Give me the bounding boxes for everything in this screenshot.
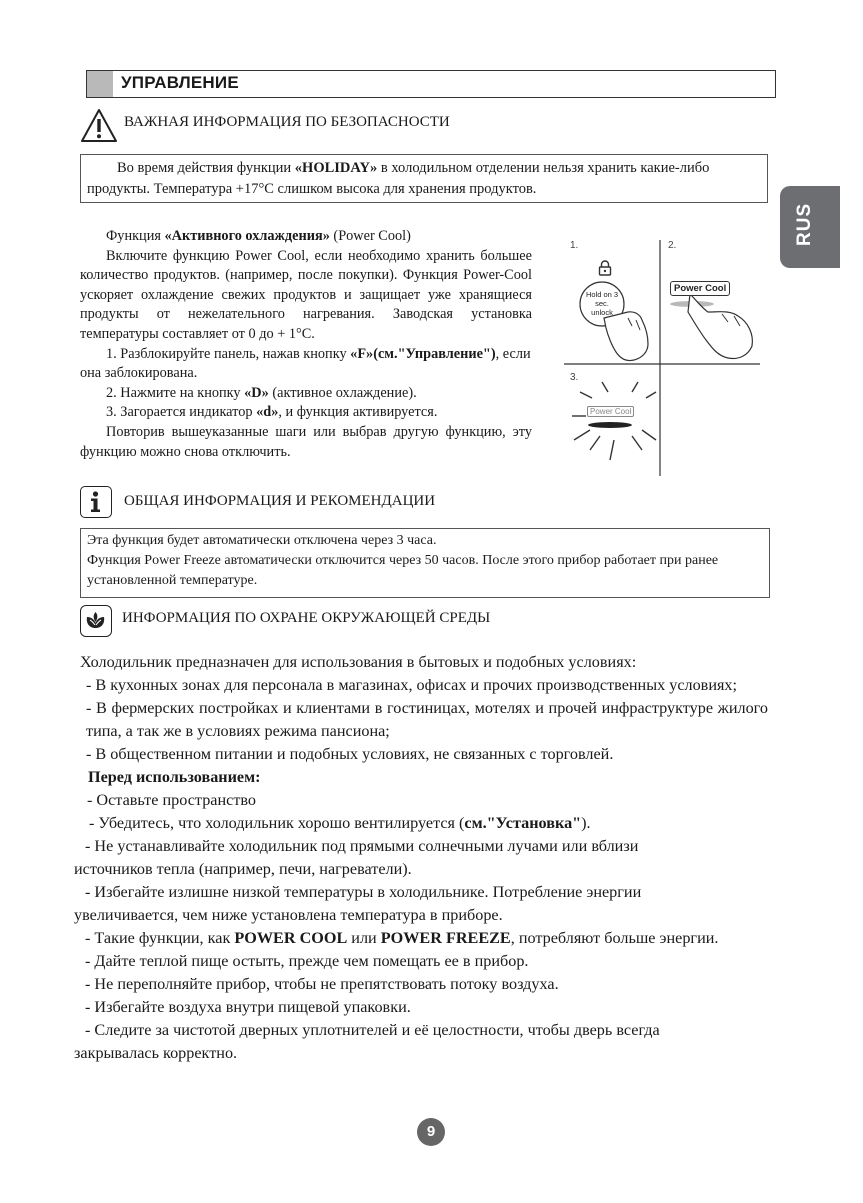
holiday-term: «HOLIDAY» (294, 160, 378, 176)
before-use-8: - Избегайте воздуха внутри пищевой упаковки. (85, 998, 411, 1016)
environment-body (74, 651, 768, 1065)
before-use-5-suffix: , потребляют больше энергии. (510, 929, 719, 947)
power-freeze-term: POWER FREEZE (380, 929, 511, 947)
illustration-label-1: 1. (570, 240, 579, 251)
step1-key: «F»(см."Управление") (350, 345, 496, 362)
step3-prefix: 3. Загорается индикатор (106, 404, 257, 421)
warning-icon (80, 108, 118, 149)
step1-suffix: , если она заблокирована. (80, 345, 531, 382)
language-tab (780, 186, 840, 268)
general-line-1: Эта функция будет автоматически отключена через 3 часа. (87, 533, 437, 548)
eco-icon (80, 605, 112, 637)
step3-suffix: , и функция активируется. (278, 404, 438, 421)
before-use-1: - Оставьте пространство (87, 791, 257, 809)
power-cool-button: Power Cool (670, 281, 730, 296)
power-cool-section (80, 227, 532, 462)
illustration-label-2: 2. (668, 240, 677, 251)
general-line-2: Функция Power Freeze автоматически отключится через 50 часов. После этого прибор работает при ранее установленной температуре. (87, 553, 719, 588)
step2-key: «D» (244, 384, 269, 401)
before-use-6: - Дайте теплой пище остыть, прежде чем помещать ее в прибор. (85, 952, 529, 970)
environment-item-1: - В кухонных зонах для персонала в магазинах, офисах и прочих производственных условиях; (86, 676, 738, 694)
power-cool-title-prefix: Функция (106, 228, 165, 244)
general-note (80, 528, 770, 598)
environment-heading: ИНФОРМАЦИЯ ПО ОХРАНЕ ОКРУЖАЮЩЕЙ СРЕДЫ (122, 610, 491, 626)
environment-item-3: - В общественном питании и подобных условиях, не связанных с торговлей. (86, 745, 614, 763)
step3-indicator: «d» (256, 404, 279, 421)
before-use-9: - Следите за чистотой дверных уплотнителей и её целостности, чтобы дверь всегда закрывалась корректно. (74, 1021, 660, 1062)
environment-intro: Холодильник предназначен для использования в бытовых и подобных условиях: (80, 653, 637, 671)
safety-heading: ВАЖНАЯ ИНФОРМАЦИЯ ПО БЕЗОПАСНОСТИ (124, 114, 450, 130)
before-use-5-prefix: - Такие функции, как (85, 929, 235, 947)
safety-note (80, 154, 768, 203)
section-title: УПРАВЛЕНИЕ (121, 73, 239, 92)
environment-item-2: - В фермерских постройках и клиентами в гостиницах, мотелях и прочей инфраструктуре жилого типа, а так же в условиях режима пансиона; (86, 699, 768, 740)
step2-suffix: (активное охлаждение). (268, 384, 417, 401)
power-cool-title: «Активного охлаждения» (164, 228, 330, 244)
before-use-4: - Избегайте излишне низкой температуры в холодильнике. Потребление энергии увеличивается, чем ниже установлена температура в приборе. (74, 883, 642, 924)
power-cool-title-suffix: (Power Cool) (329, 228, 411, 244)
safety-note-suffix: в холодильном отделении нельзя хранить какие-либо продукты. Температура +17°C слишком высока для хранения продуктов. (87, 160, 710, 197)
step1-prefix: 1. Разблокируйте панель, нажав кнопку (106, 345, 351, 362)
before-use-3: - Не устанавливайте холодильник под прямыми солнечными лучами или вблизи источников тепла (например, печи, нагреватели). (74, 837, 639, 878)
power-cool-repeat: Повторив вышеуказанные шаги или выбрав другую функцию, эту функцию можно снова отключить. (80, 423, 532, 460)
safety-note-prefix: Во время действия функции (117, 160, 295, 176)
installation-reference: см."Установка" (464, 814, 582, 832)
power-cool-description: Включите функцию Power Cool, если необходимо хранить большее количество продуктов. (например, после покупки). Функция Power-Cool ускоряет охлаждение свежих продуктов и защищает уже хранящиеся продукты от нежелательного нагревания. Заводская установка температуры составляет от 0 до + 1°C. (80, 247, 532, 342)
illustration-label-3: 3. (570, 372, 579, 383)
before-use-heading: Перед использованием: (88, 768, 261, 786)
before-use-2-suffix: ). (581, 814, 591, 832)
section-header (86, 70, 776, 98)
section-header-marker (87, 71, 113, 97)
lock-icon (598, 260, 612, 281)
general-heading: ОБЩАЯ ИНФОРМАЦИЯ И РЕКОМЕНДАЦИИ (124, 493, 436, 509)
language-tab-label: RUS (794, 202, 815, 246)
power-cool-term: POWER COOL (234, 929, 348, 947)
step2-prefix: 2. Нажмите на кнопку (106, 384, 245, 401)
before-use-5-mid: или (347, 929, 381, 947)
info-icon (80, 486, 112, 518)
power-cool-indicator: Power Cool (587, 406, 634, 417)
power-cool-illustration (562, 236, 762, 481)
hold-instruction: Hold on 3 sec. unlock (585, 290, 619, 317)
before-use-7: - Не переполняйте прибор, чтобы не препятствовать потоку воздуха. (85, 975, 559, 993)
before-use-2-prefix: - Убедитесь, что холодильник хорошо вентилируется ( (89, 814, 465, 832)
page-number: 9 (417, 1118, 445, 1146)
